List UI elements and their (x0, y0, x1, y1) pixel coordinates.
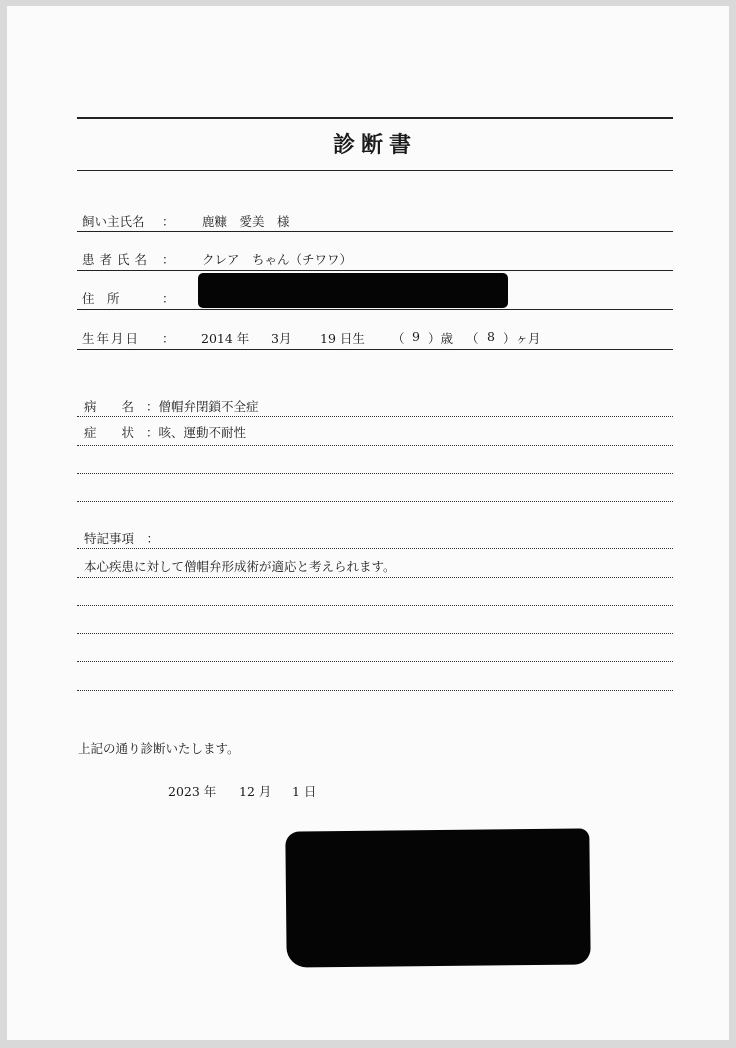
patient-label: 患者氏名 (82, 252, 153, 267)
owner-colon: ： (162, 214, 175, 229)
symptom-rule (77, 445, 673, 446)
notes-rule-2 (77, 605, 673, 606)
issue-date-month: 12 月 (239, 784, 272, 799)
age-months-close: ）ヶ月 (503, 331, 541, 346)
owner-label: 飼い主氏名 (82, 214, 145, 229)
document-title: 診断書 (332, 132, 417, 158)
disease-rule (77, 416, 673, 417)
notes-value: 本心疾患に対して僧帽弁形成術が適応と考えられます。 (84, 559, 396, 574)
patient-value: クレア ちゃん（チワワ） (202, 252, 353, 267)
owner-rule (77, 231, 673, 232)
symptom-label: 症 状 (84, 425, 135, 440)
patient-colon: ： (162, 252, 175, 267)
address-redaction (198, 273, 508, 308)
notes-rule-3 (77, 633, 673, 634)
age-months-value: 8 (487, 329, 495, 344)
notes-label-rule (77, 548, 673, 549)
patient-rule (77, 270, 673, 271)
blank-rule-2 (77, 501, 673, 502)
blank-rule-1 (77, 473, 673, 474)
notes-rule-1 (77, 577, 673, 578)
birth-month: 3月 (271, 331, 292, 346)
title-bottom-rule (77, 170, 673, 171)
birth-label: 生年月日 (82, 331, 141, 346)
address-colon: ： (162, 291, 175, 306)
age-years-value: 9 (412, 329, 420, 344)
notes-rule-4 (77, 661, 673, 662)
age-years-open: （ (392, 331, 405, 346)
birth-year: 2014 年 (201, 331, 250, 346)
disease-label: 病 名 (84, 399, 135, 414)
address-rule (77, 309, 673, 310)
age-months-open: （ (466, 331, 479, 346)
closing-statement: 上記の通り診断いたします。 (78, 741, 240, 756)
birth-day: 19 日生 (320, 331, 365, 346)
signature-redaction (285, 828, 590, 967)
disease-value: ：僧帽弁閉鎖不全症 (146, 399, 259, 414)
issue-date-day: 1 日 (292, 784, 317, 799)
issue-date-year: 2023 年 (168, 784, 217, 799)
owner-value: 鹿糠 愛美 様 (202, 214, 290, 229)
title-top-rule (77, 117, 673, 119)
birth-colon: ： (162, 331, 175, 346)
age-years-close: ）歳 (428, 331, 454, 346)
symptom-value: ：咳、運動不耐性 (146, 425, 247, 440)
birth-rule (77, 349, 673, 350)
notes-label: 特記事項 ： (84, 531, 160, 546)
notes-rule-5 (77, 690, 673, 691)
address-label: 住 所 (82, 291, 120, 306)
